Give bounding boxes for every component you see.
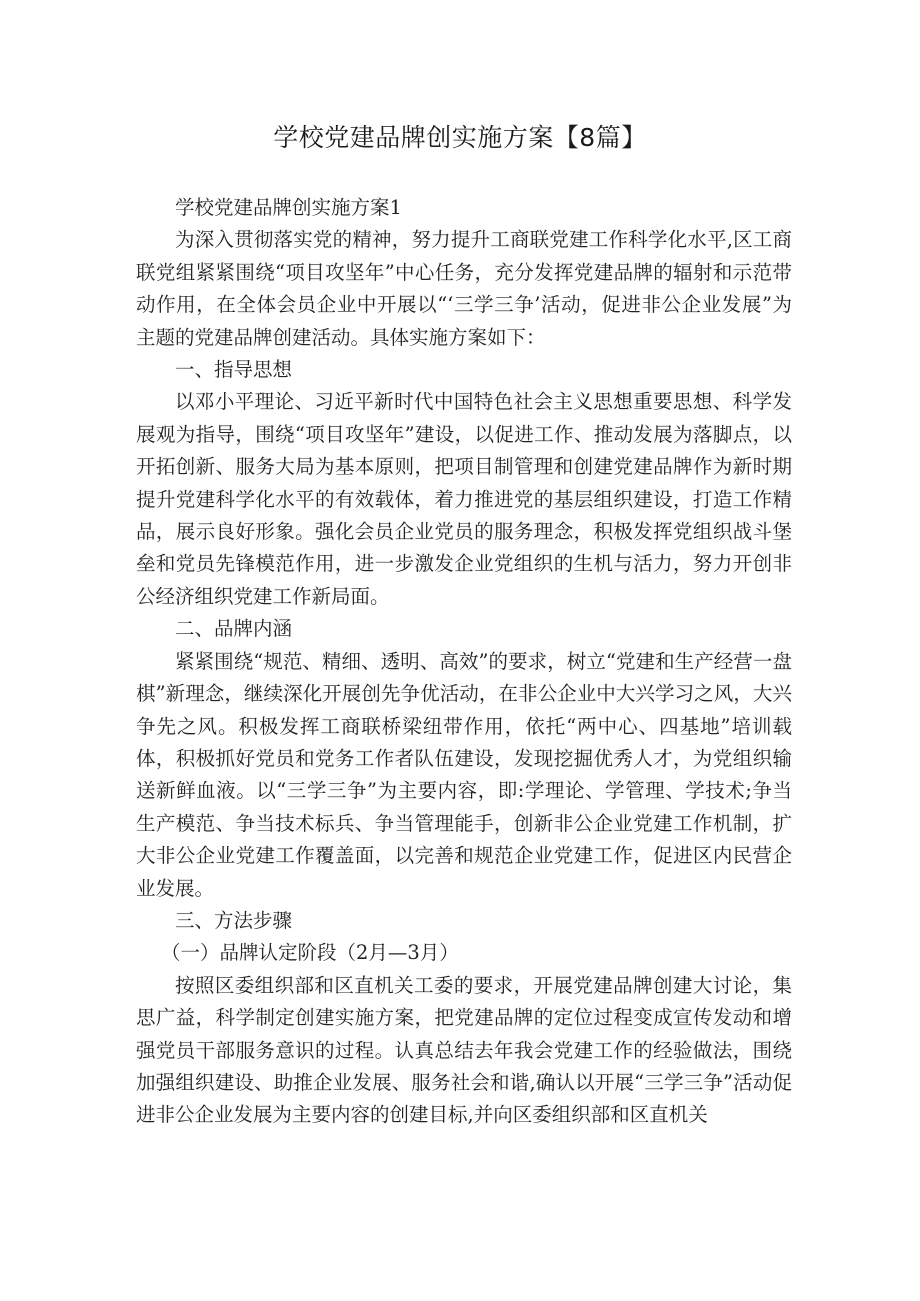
body-paragraph: 紧紧围绕“规范、精细、透明、高效”的要求，树立“党建和生产经营一盘棋”新理念，继续深化开展创先争优活动，在非公企业中大兴学习之风，大兴争先之风。积极发挥工商联桥梁纽带作用，依托“两中心、四基地”培训载体，积极抓好党员和党务工作者队伍建设，发现挖掘优秀人才，为党组织输送新鲜血液。以“三学三争”为主要内容，即:学理论、学管理、学技术;争当生产模范、争当技术标兵、争当管理能手，创新非公企业党建工作机制，扩大非公企业党建工作覆盖面，以完善和规范企业党建工作，促进区内民营企业发展。 <box>136 649 792 900</box>
body-paragraph: 为深入贯彻落实党的精神，努力提升工商联党建工作科学化水平,区工商联党组紧紧围绕“项目攻坚年”中心任务，充分发挥党建品牌的辐射和示范带动作用，在全体会员企业中开展以“‘三学三争’活动，促进非公企业发展”为主题的党建品牌创建活动。具体实施方案如下： <box>136 228 792 349</box>
section-heading: 一、指导思想 <box>175 358 293 382</box>
body-paragraph: 以邓小平理论、习近平新时代中国特色社会主义思想重要思想、科学发展观为指导，围绕“项目攻坚年”建设，以促进工作、推动发展为落脚点，以开拓创新、服务大局为基本原则，把项目制管理和创建党建品牌作为新时期提升党建科学化水平的有效载体，着力推进党的基层组织建设，打造工作精品，展示良好形象。强化会员企业党员的服务理念，积极发挥党组织战斗堡垒和党员先锋模范作用，进一步激发企业党组织的生机与活力，努力开创非公经济组织党建工作新局面。 <box>136 390 792 608</box>
body-paragraph: 按照区委组织部和区直机关工委的要求，开展党建品牌创建大讨论，集思广益，科学制定创建实施方案，把党建品牌的定位过程变成宣传发动和增强党员干部服务意识的过程。认真总结去年我会党建工作的经验做法，围绕加强组织建设、助推企业发展、服务社会和谐,确认以开展“三学三争”活动促进非公企业发展为主要内容的创建目标,并向区委组织部和区直机关 <box>136 973 792 1127</box>
document-body <box>136 192 792 1132</box>
subsection-heading: （一）品牌认定阶段（2月—3月） <box>161 941 459 965</box>
section-heading: 二、品牌内涵 <box>175 617 293 641</box>
section-heading: 学校党建品牌创实施方案1 <box>175 196 402 219</box>
section-heading: 三、方法步骤 <box>175 908 293 932</box>
document-title: 学校党建品牌创实施方案【8篇】 <box>273 123 647 152</box>
